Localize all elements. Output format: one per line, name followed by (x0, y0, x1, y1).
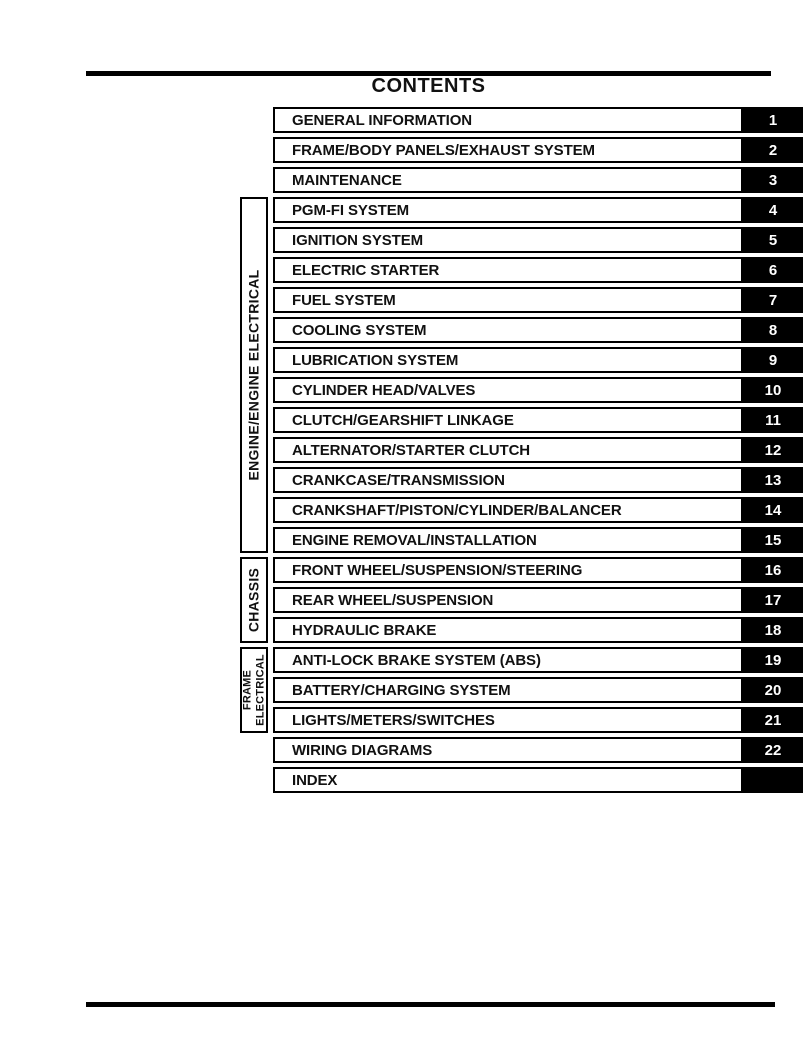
toc-row[interactable] (273, 227, 803, 253)
toc-row-label: ENGINE REMOVAL/INSTALLATION (292, 531, 537, 549)
toc-row-number-tab: 8 (743, 317, 803, 343)
toc-row[interactable] (273, 587, 803, 613)
toc-row-number-tab: 12 (743, 437, 803, 463)
toc-row-label: BATTERY/CHARGING SYSTEM (292, 681, 511, 699)
bottom-rule (86, 1002, 775, 1007)
toc-group-box (240, 197, 268, 553)
toc-row-number-tab: 13 (743, 467, 803, 493)
toc-group-label: FRAME ELECTRICAL (241, 654, 266, 726)
toc-row-label: LIGHTS/METERS/SWITCHES (292, 711, 495, 729)
toc-row-label: ALTERNATOR/STARTER CLUTCH (292, 441, 531, 459)
toc-row[interactable] (273, 677, 803, 703)
toc-row-label-box (273, 227, 743, 253)
toc-row-label-box (273, 197, 743, 223)
toc-row-label: IGNITION SYSTEM (292, 231, 424, 249)
toc-row-label-box (273, 137, 743, 163)
toc-row-number-tab: 7 (743, 287, 803, 313)
toc-row-label-box (273, 587, 743, 613)
toc-row-label-box (273, 167, 743, 193)
toc-row-label: FUEL SYSTEM (292, 291, 396, 309)
toc-row-label-box (273, 317, 743, 343)
toc-row-label-box (273, 287, 743, 313)
toc-row[interactable] (273, 287, 803, 313)
toc-row[interactable] (273, 317, 803, 343)
toc-row[interactable] (273, 707, 803, 733)
toc-row-label: FRAME/BODY PANELS/EXHAUST SYSTEM (292, 141, 595, 159)
toc-row-label: WIRING DIAGRAMS (292, 741, 433, 759)
toc-row[interactable] (273, 647, 803, 673)
toc-row[interactable] (273, 107, 803, 133)
toc-row-number-tab: 2 (743, 137, 803, 163)
toc-row-number-tab: 18 (743, 617, 803, 643)
toc-row-label: ANTI-LOCK BRAKE SYSTEM (ABS) (292, 651, 541, 669)
toc-row[interactable] (273, 197, 803, 223)
toc-row-label-box (273, 707, 743, 733)
toc-row-label-box (273, 677, 743, 703)
page-title: CONTENTS (371, 75, 486, 97)
toc-row-label-box (273, 407, 743, 433)
toc-row-number-tab: 3 (743, 167, 803, 193)
toc-row-label: FRONT WHEEL/SUSPENSION/STEERING (292, 561, 583, 579)
toc-row[interactable] (273, 497, 803, 523)
toc-row-label: CLUTCH/GEARSHIFT LINKAGE (292, 411, 514, 429)
toc-row[interactable] (273, 167, 803, 193)
toc-row[interactable] (273, 377, 803, 403)
toc-group-label: CHASSIS (245, 567, 262, 633)
toc-row-label: GENERAL INFORMATION (292, 111, 473, 129)
toc-row-number-tab: 21 (743, 707, 803, 733)
toc-row[interactable] (273, 737, 803, 763)
toc-row-label: LUBRICATION SYSTEM (292, 351, 459, 369)
toc-row-label: CYLINDER HEAD/VALVES (292, 381, 476, 399)
toc-group-label: ENGINE/ENGINE ELECTRICAL (245, 269, 262, 481)
toc-row-number-tab: 15 (743, 527, 803, 553)
toc-row-label-box (273, 347, 743, 373)
toc-row-number-tab: 16 (743, 557, 803, 583)
toc-row[interactable] (273, 137, 803, 163)
toc-row-label: CRANKSHAFT/PISTON/CYLINDER/BALANCER (292, 501, 622, 519)
toc-row-label-box (273, 767, 743, 793)
toc-row-number-tab: 1 (743, 107, 803, 133)
toc-row-label: ELECTRIC STARTER (292, 261, 440, 279)
toc-row[interactable] (273, 257, 803, 283)
toc-row-label-box (273, 107, 743, 133)
toc-row[interactable] (273, 617, 803, 643)
toc-row-label: PGM-FI SYSTEM (292, 201, 410, 219)
toc-row-number-tab: 9 (743, 347, 803, 373)
toc-row-label-box (273, 437, 743, 463)
toc-row-label-box (273, 527, 743, 553)
toc-row-label-box (273, 647, 743, 673)
toc-row-label: REAR WHEEL/SUSPENSION (292, 591, 494, 609)
toc-row-number-tab: 17 (743, 587, 803, 613)
toc-row-number-tab: 11 (743, 407, 803, 433)
toc-row-label: COOLING SYSTEM (292, 321, 427, 339)
toc-row[interactable] (273, 557, 803, 583)
toc-row-number-tab: 19 (743, 647, 803, 673)
toc-row-number-tab: 4 (743, 197, 803, 223)
toc-row-label-box (273, 737, 743, 763)
toc-row-label-box (273, 377, 743, 403)
toc-row[interactable] (273, 467, 803, 493)
toc-row-number-tab (743, 767, 803, 793)
toc-row-label-box (273, 557, 743, 583)
toc-row-label: INDEX (292, 771, 338, 789)
toc-row-number-tab: 14 (743, 497, 803, 523)
toc-row[interactable] (273, 347, 803, 373)
toc-row-label-box (273, 617, 743, 643)
toc-group-box (240, 557, 268, 643)
toc-row-number-tab: 5 (743, 227, 803, 253)
toc-row[interactable] (273, 527, 803, 553)
toc-row-label: CRANKCASE/TRANSMISSION (292, 471, 505, 489)
toc-row-label-box (273, 497, 743, 523)
toc-row-label-box (273, 467, 743, 493)
toc-row-number-tab: 22 (743, 737, 803, 763)
toc-group-box (240, 647, 268, 733)
toc-row[interactable] (273, 407, 803, 433)
toc-row-label: HYDRAULIC BRAKE (292, 621, 437, 639)
toc-row[interactable] (273, 437, 803, 463)
toc-row-label: MAINTENANCE (292, 171, 402, 189)
toc-row-number-tab: 20 (743, 677, 803, 703)
toc-row-label-box (273, 257, 743, 283)
toc-row[interactable] (273, 767, 803, 793)
toc-row-number-tab: 6 (743, 257, 803, 283)
toc-row-number-tab: 10 (743, 377, 803, 403)
